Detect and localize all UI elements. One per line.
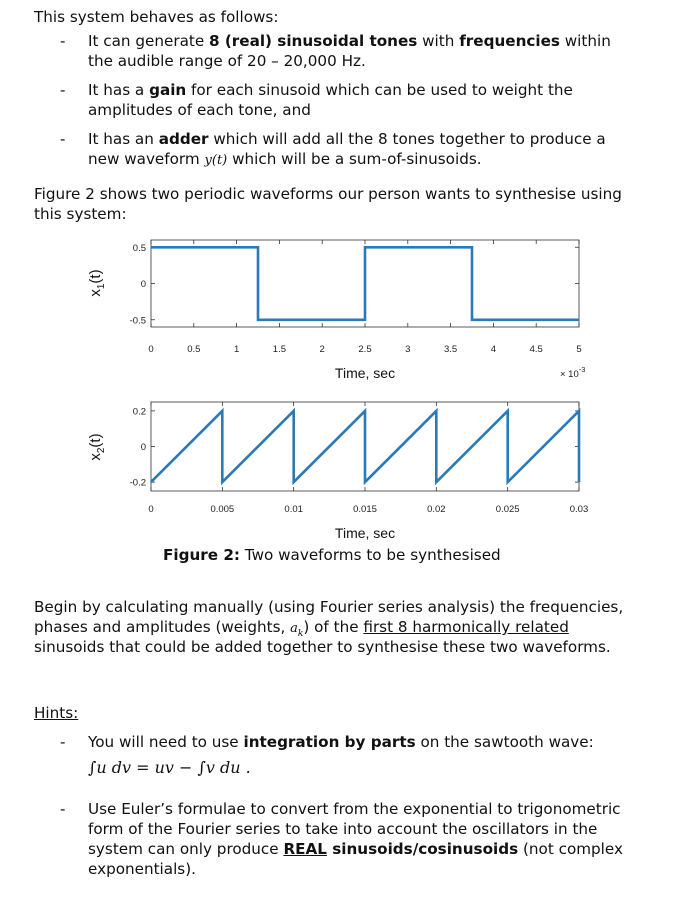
x-tick-label: 0 (148, 344, 154, 355)
plot1-ylabel: $x_1(t)$ (87, 269, 107, 297)
hint-2-line-2: form of the Fourier series to take into account the oscillators in the (88, 820, 598, 838)
y-tick-label: 0.2 (132, 406, 146, 418)
task-line-2: phases and amplitudes (weights, $a_k$) of the first 8 harmonically related (34, 618, 569, 640)
hint-2-line-3: system can only produce REAL sinusoids/cosinusoids (not complex (88, 840, 623, 858)
figure-caption: Figure 2: Two waveforms to be synthesised (163, 546, 501, 564)
task-line-1: Begin by calculating manually (using Fourier series analysis) the frequencies, (34, 598, 624, 616)
integration-by-parts-formula: ∫u dv = uv − ∫v du . (88, 758, 251, 777)
hint-2-line-1: Use Euler’s formulae to convert from the exponential to trigonometric (88, 800, 621, 818)
x-tick-label: 0.03 (569, 504, 589, 515)
bullet-1-line-1: It can generate 8 (real) sinusoidal tones with frequencies within (88, 32, 611, 50)
figure-intro-line-2: this system: (34, 205, 127, 223)
bullet-dash: - (60, 81, 66, 99)
bullet-3-line-2: new waveform y(t) which will be a sum-of-sinusoids. (88, 150, 482, 168)
y-tick-label: -0.5 (129, 315, 146, 327)
x-tick-label: 0.005 (210, 504, 235, 515)
figure-intro-line-1: Figure 2 shows two periodic waveforms our person wants to synthesise using (34, 185, 622, 203)
plot2-ylabel: $x_2(t)$ (87, 433, 107, 461)
hint-2-line-4: exponentials). (88, 860, 196, 878)
y-tick-label: 0 (140, 279, 146, 290)
bullet-3-line-1: It has an adder which will add all the 8 tones together to produce a (88, 130, 606, 148)
bullet-dash: - (60, 733, 66, 751)
y-tick-label: 0.5 (132, 242, 146, 254)
x-tick-label: 0.02 (427, 504, 446, 515)
x-tick-label: 0.01 (284, 504, 303, 515)
hint-1-line-1: You will need to use integration by parts on the sawtooth wave: (88, 733, 594, 751)
x-tick-label: 1.5 (272, 344, 287, 355)
plot-sawtooth-wave (87, 402, 588, 541)
bullet-dash: - (60, 800, 66, 818)
x-tick-label: 5 (576, 344, 582, 355)
x-tick-label: 2 (319, 344, 325, 355)
x-tick-label: 4 (490, 344, 497, 355)
x-tick-label: 0.015 (353, 504, 377, 515)
intro-text: This system behaves as follows: (34, 8, 279, 26)
y-tick-label: 0 (140, 442, 146, 453)
bullet-1-line-2: the audible range of 20 – 20,000 Hz. (88, 52, 366, 70)
x-tick-label: 1 (233, 344, 240, 355)
x-tick-label: 4.5 (529, 344, 543, 355)
x-tick-label: 3.5 (443, 344, 458, 355)
hints-title: Hints: (34, 704, 79, 722)
y-tick-label: -0.2 (129, 477, 146, 489)
plot1-xlabel: Time, sec (334, 365, 396, 381)
x-tick-label: 0.5 (187, 344, 201, 355)
x-tick-label: 0 (148, 504, 154, 515)
x-tick-label: 3 (405, 344, 411, 355)
plot-square-wave (87, 240, 585, 381)
x-tick-label: 0.025 (495, 504, 520, 515)
bullet-2-line-2: amplitudes of each tone, and (88, 101, 311, 119)
task-line-3: sinusoids that could be added together to synthesise these two waveforms. (34, 638, 611, 656)
bullet-dash: - (60, 32, 66, 50)
plot1-x-multiplier: × $10^{-3}$ (560, 365, 586, 380)
x-tick-label: 2.5 (358, 344, 372, 355)
bullet-dash: - (60, 130, 66, 148)
bullet-2-line-1: It has a gain for each sinusoid which can be used to weight the (88, 81, 573, 99)
plot2-xlabel: Time, sec (334, 525, 396, 541)
